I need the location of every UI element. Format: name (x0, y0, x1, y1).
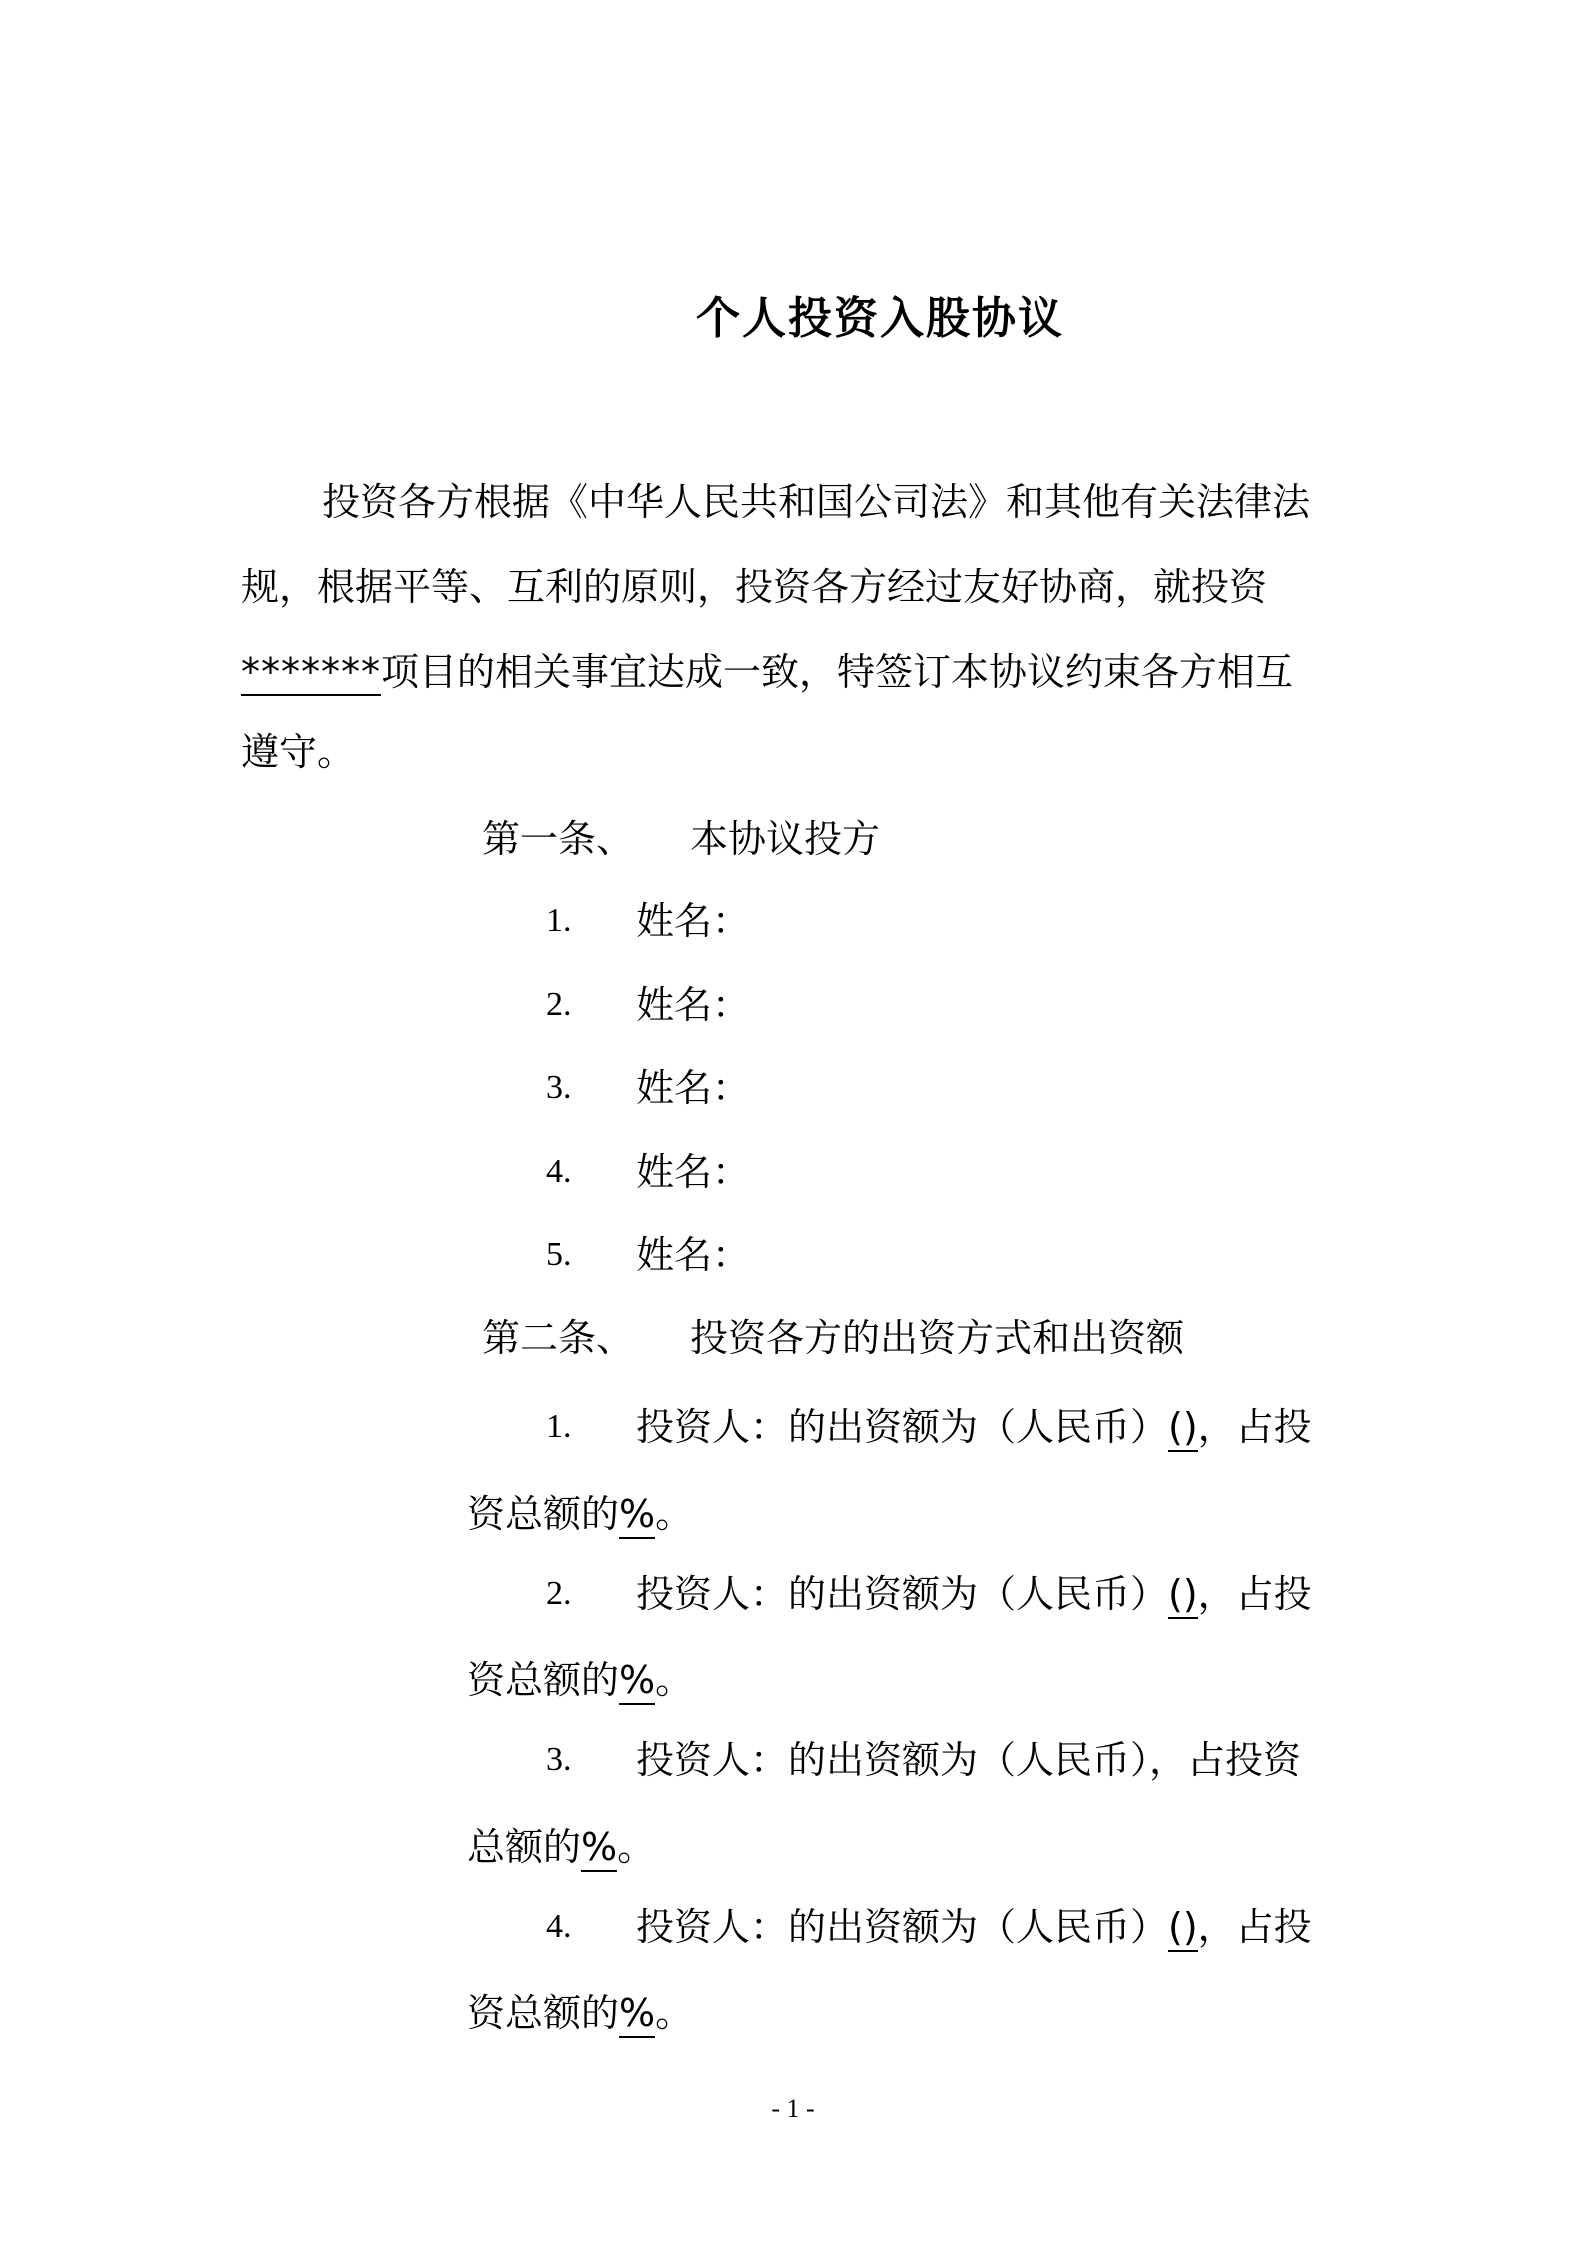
share-text-end: 。 (655, 1658, 694, 1702)
party-name-label: 姓名： (636, 1066, 751, 1110)
article-1-label: 第一条、 (482, 817, 635, 861)
investment-item-continuation (467, 1490, 693, 1539)
party-name-label: 姓名： (636, 983, 751, 1027)
article-2-heading (482, 1314, 1185, 1362)
investment-text-suffix: ，占投 (1197, 1405, 1312, 1449)
investment-text-prefix: 投资人：的出资额为（人民币） (636, 1905, 1169, 1949)
percent-blank: % (581, 1824, 617, 1872)
intro-line-3 (241, 648, 1293, 696)
amount-blank: () (1168, 1571, 1198, 1619)
article-2-title: 投资各方的出资方式和出资额 (690, 1316, 1185, 1360)
article-2-label: 第二条、 (482, 1316, 635, 1360)
share-text-end: 。 (655, 1492, 694, 1536)
intro-line-3-text: 项目的相关事宜达成一致，特签订本协议约束各方相互 (381, 650, 1294, 694)
document-title: 个人投资入股协议 (696, 293, 1064, 344)
investment-text-suffix: ，占投 (1197, 1905, 1312, 1949)
investment-item-continuation (467, 1989, 693, 2038)
amount-blank: () (1168, 1404, 1198, 1452)
item-number: 4. (546, 1153, 572, 1190)
item-number: 1. (546, 902, 572, 939)
item-number: 3. (546, 1069, 572, 1106)
intro-line-2: 规，根据平等、互利的原则，投资各方经过友好协商，就投资 (241, 565, 1268, 609)
article-1-heading (482, 815, 881, 863)
investment-text-prefix: 投资人：的出资额为（人民币） (636, 1572, 1169, 1616)
item-number: 4. (546, 1908, 572, 1945)
party-name-label: 姓名： (636, 1150, 751, 1194)
investment-text-suffix: ，占投 (1197, 1572, 1312, 1616)
share-text-end: 。 (617, 1825, 656, 1869)
percent-blank: % (619, 1990, 655, 2038)
percent-blank: % (619, 1657, 655, 1705)
investment-text-prefix: 投资人：的出资额为（人民币），占投资 (636, 1738, 1302, 1782)
party-name-label: 姓名： (636, 1233, 751, 1277)
intro-line-4: 遵守。 (241, 730, 356, 774)
item-number: 5. (546, 1236, 572, 1273)
item-number: 2. (546, 1575, 572, 1612)
share-text: 资总额的 (467, 1991, 620, 2035)
investment-item-continuation (467, 1823, 655, 1872)
investment-text (636, 1403, 1312, 1452)
intro-line-1: 投资各方根据《中华人民共和国公司法》和其他有关法律法 (322, 480, 1311, 524)
item-number: 2. (546, 986, 572, 1023)
share-text: 总额的 (467, 1825, 582, 1869)
item-number: 3. (546, 1741, 572, 1778)
share-text-end: 。 (655, 1991, 694, 2035)
percent-blank: % (619, 1491, 655, 1539)
amount-blank: () (1168, 1904, 1198, 1952)
investment-text (636, 1903, 1312, 1952)
investment-text (636, 1736, 1301, 1784)
investment-text-prefix: 投资人：的出资额为（人民币） (636, 1405, 1169, 1449)
share-text: 资总额的 (467, 1658, 620, 1702)
party-name-label: 姓名： (636, 899, 751, 943)
article-1-title: 本协议投方 (690, 817, 881, 861)
item-number: 1. (546, 1408, 572, 1445)
share-text: 资总额的 (467, 1492, 620, 1536)
project-name-blank: ******* (241, 650, 381, 694)
page-number: - 1 - (771, 2094, 815, 2123)
investment-item-continuation (467, 1656, 693, 1705)
investment-text (636, 1570, 1312, 1619)
